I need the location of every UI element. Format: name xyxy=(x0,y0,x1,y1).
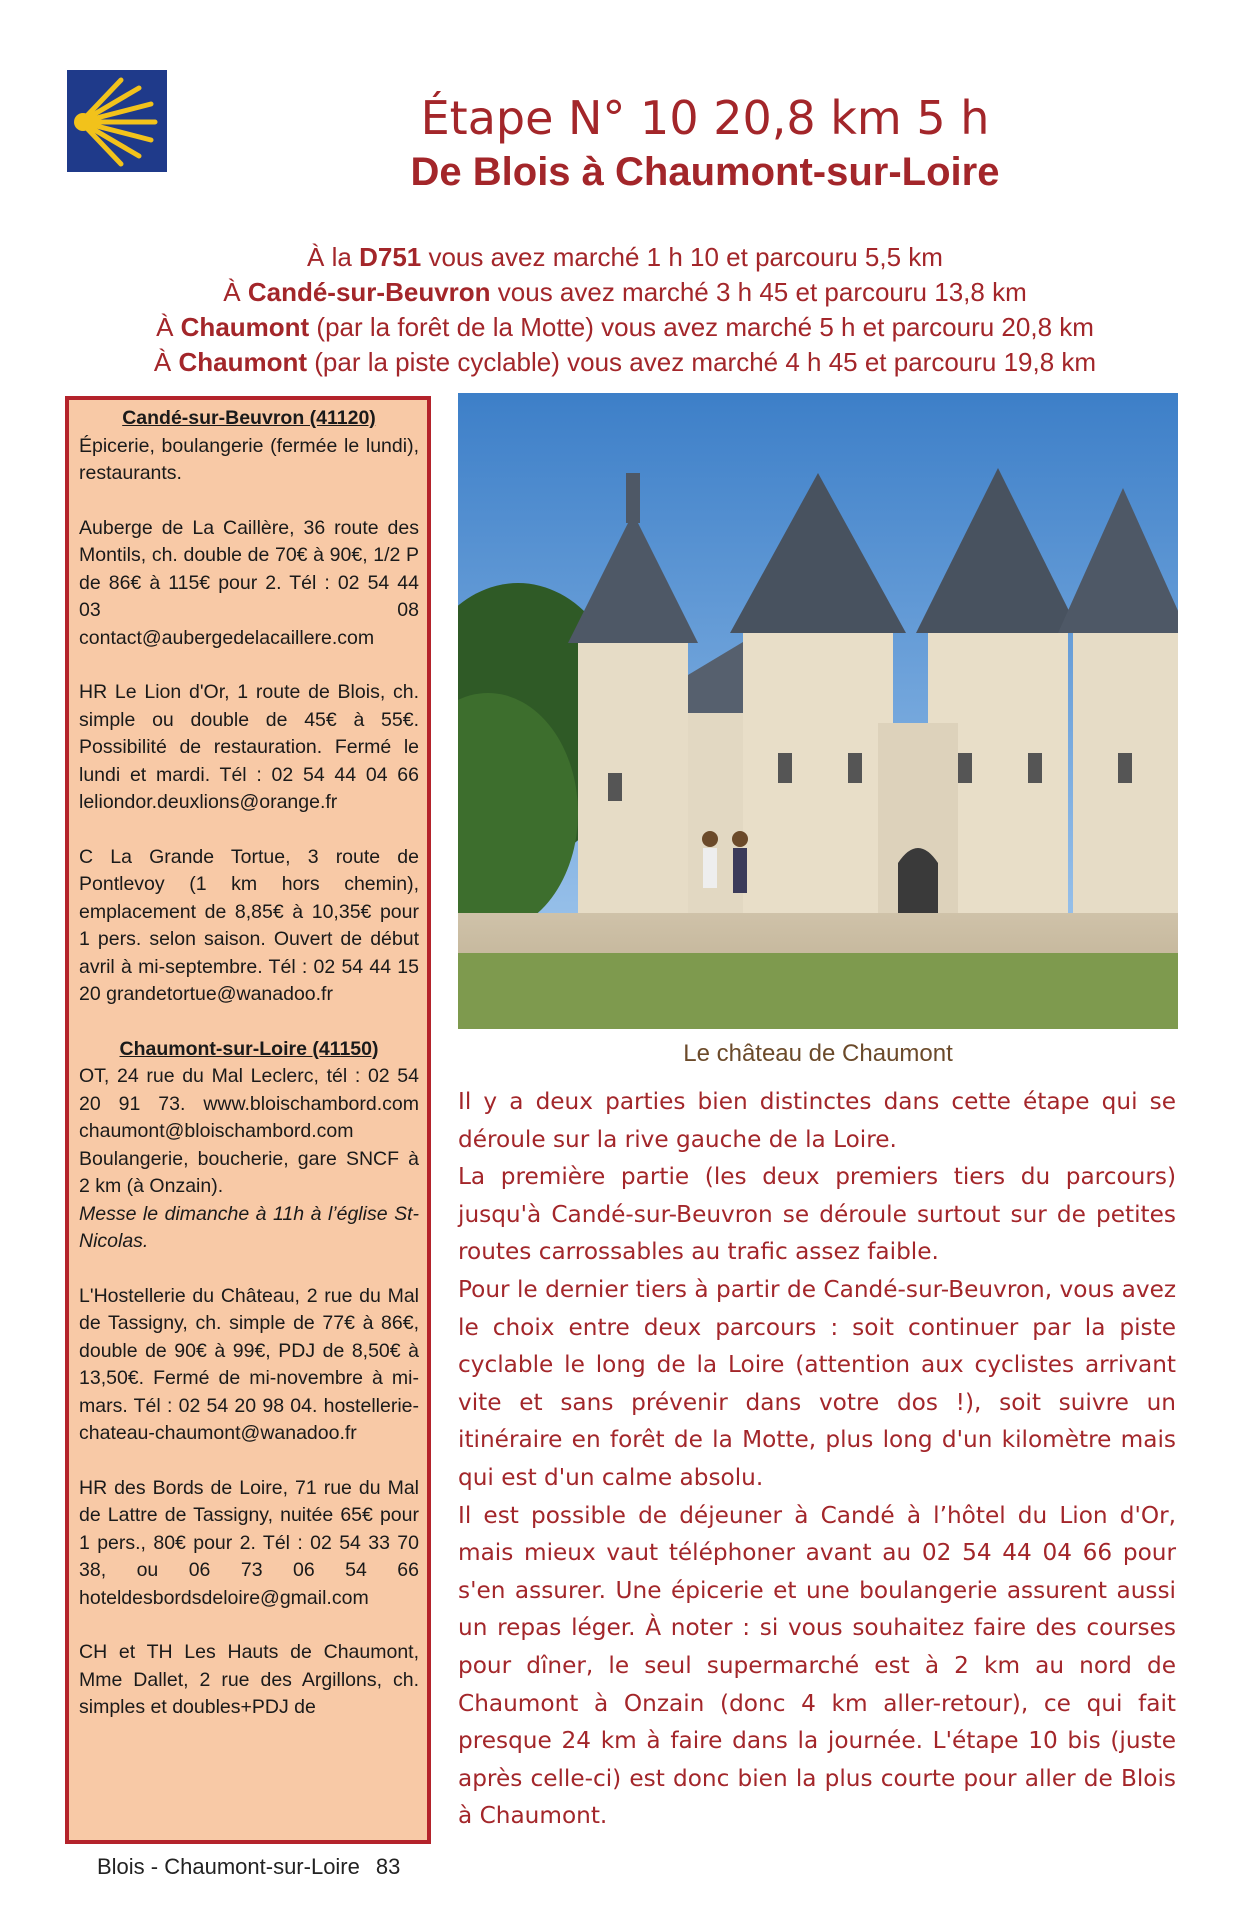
distance-prefix: À xyxy=(153,347,179,377)
description-paragraph: La première partie (les deux premiers tiers du parcours) jusqu'à Candé-sur-Beuvron se déroule surtout sur de petites routes carrossables au trafic assez faible. xyxy=(458,1163,1176,1266)
distance-prefix: À xyxy=(223,277,248,307)
description-paragraph: Pour le dernier tiers à partir de Candé-sur-Beuvron, vous avez le choix entre deux parcours : soit continuer par la piste cyclable le long de la Loire (attention aux cyclistes arrivant vite et sans prévenir dans votre dos !), soit suivre un itinéraire en forêt de la Motte, plus long d'un kilomètre mais qui est d'un calme absolu. xyxy=(458,1275,1176,1491)
distance-suffix: vous avez marché 1 h 10 et parcouru 5,5 km xyxy=(421,242,943,272)
page-subtitle: De Blois à Chaumont-sur-Loire xyxy=(410,150,1000,194)
distance-place: Candé-sur-Beuvron xyxy=(247,277,491,307)
distance-place: Chaumont xyxy=(180,312,310,342)
distance-prefix: À xyxy=(156,312,181,342)
page-title: Étape N° 10 20,8 km 5 h xyxy=(420,91,990,145)
distance-suffix: (par la piste cyclable) vous avez marché 4 h 45 et parcouru 19,8 km xyxy=(307,347,1097,377)
sidebar-mass-note: Messe le dimanche à 11h à l’église St-Nicolas. xyxy=(79,1202,419,1252)
description-paragraph: Il est possible de déjeuner à Candé à l’hôtel du Lion d'Or, mais mieux vaut téléphoner avant au 02 54 44 04 66 pour s'en assurer. Une épicerie et une boulangerie assurent aussi un repas léger. À noter : si vous souhaitez faire des courses pour dîner, le seul supermarché est à 2 km au nord de Chaumont à Onzain (donc 4 km aller-retour), ce qui fait presque 24 km à faire dans la journée. L'étape 10 bis (juste après celle-ci) est donc bien la plus courte pour aller de Blois à Chaumont. xyxy=(458,1501,1176,1830)
distance-line xyxy=(40,240,1210,275)
distance-summary xyxy=(40,240,1210,380)
sidebar-paragraph: Épicerie, boulangerie (fermée le lundi), restaurants. xyxy=(79,434,419,484)
distance-place: Chaumont xyxy=(178,347,308,377)
sidebar-paragraph: C La Grande Tortue, 3 route de Pontlevoy (1 km hors chemin), emplacement de 8,85€ à 10,35€ pour 1 pers. selon saison. Ouvert de début avril à mi-septembre. Tél : 02 54 44 15 20 grandetortue@wanadoo.fr xyxy=(79,845,419,1005)
stage-description xyxy=(458,1083,1176,1835)
distance-line xyxy=(40,310,1210,345)
sidebar-paragraph: OT, 24 rue du Mal Leclerc, tél : 02 54 20 91 73. www.bloischambord.com chaumont@bloischambord.com Boulangerie, boucherie, gare SNCF à 2 km (à Onzain). xyxy=(79,1065,419,1197)
sidebar-paragraph: HR des Bords de Loire, 71 rue du Mal de Lattre de Tassigny, nuitée 65€ pour 1 pers., 80€ pour 2. Tél : 02 54 33 70 38, ou 06 73 06 54 66 hoteldesbordsdeloire@gmail.com xyxy=(79,1476,419,1609)
chateau-photo xyxy=(458,393,1178,1029)
town-heading: Candé-sur-Beuvron (41120) xyxy=(122,407,376,429)
distance-prefix: À la xyxy=(307,242,360,272)
town-heading: Chaumont-sur-Loire (41150) xyxy=(119,1037,379,1060)
page-number: 83 xyxy=(375,1854,401,1879)
distance-suffix: vous avez marché 3 h 45 et parcouru 13,8 km xyxy=(490,277,1027,307)
distance-line xyxy=(40,275,1210,310)
description-paragraph: Il y a deux parties bien distinctes dans cette étape qui se déroule sur la rive gauche de la Loire. xyxy=(458,1088,1176,1153)
photo-caption: Le château de Chaumont xyxy=(683,1040,953,1067)
distance-place: D751 xyxy=(359,242,422,272)
distance-line xyxy=(40,345,1210,380)
distance-suffix: (par la forêt de la Motte) vous avez marché 5 h et parcouru 20,8 km xyxy=(309,312,1094,342)
accommodation-sidebar xyxy=(65,396,431,1844)
footer-label: Blois - Chaumont-sur-Loire xyxy=(97,1854,360,1879)
sidebar-paragraph: L'Hostellerie du Château, 2 rue du Mal de Tassigny, ch. simple de 77€ à 86€, double de 90€ à 99€, PDJ de 8,50€ à 13,50€. Fermé de mi-novembre à mi-mars. Tél : 02 54 20 98 04. hostellerie-chateau-chaumont@wanadoo.fr xyxy=(79,1284,419,1444)
sidebar-paragraph: HR Le Lion d'Or, 1 route de Blois, ch. simple ou double de 45€ à 55€. Possibilité de restauration. Fermé le lundi et mardi. Tél : 02 54 44 04 66 leliondor.deuxlions@orange.fr xyxy=(79,681,419,813)
page-footer xyxy=(97,1854,400,1880)
sidebar-paragraph: Auberge de La Caillère, 36 route des Montils, ch. double de 70€ à 90€, 1/2 P de 86€ à 115€ pour 2. Tél : 02 54 44 03 08 contact@aubergedelacaillere.com xyxy=(79,516,419,649)
scallop-shell-logo xyxy=(67,70,167,172)
sidebar-paragraph: CH et TH Les Hauts de Chaumont, Mme Dallet, 2 rue des Argillons, ch. simples et doubles+PDJ de xyxy=(79,1641,419,1718)
